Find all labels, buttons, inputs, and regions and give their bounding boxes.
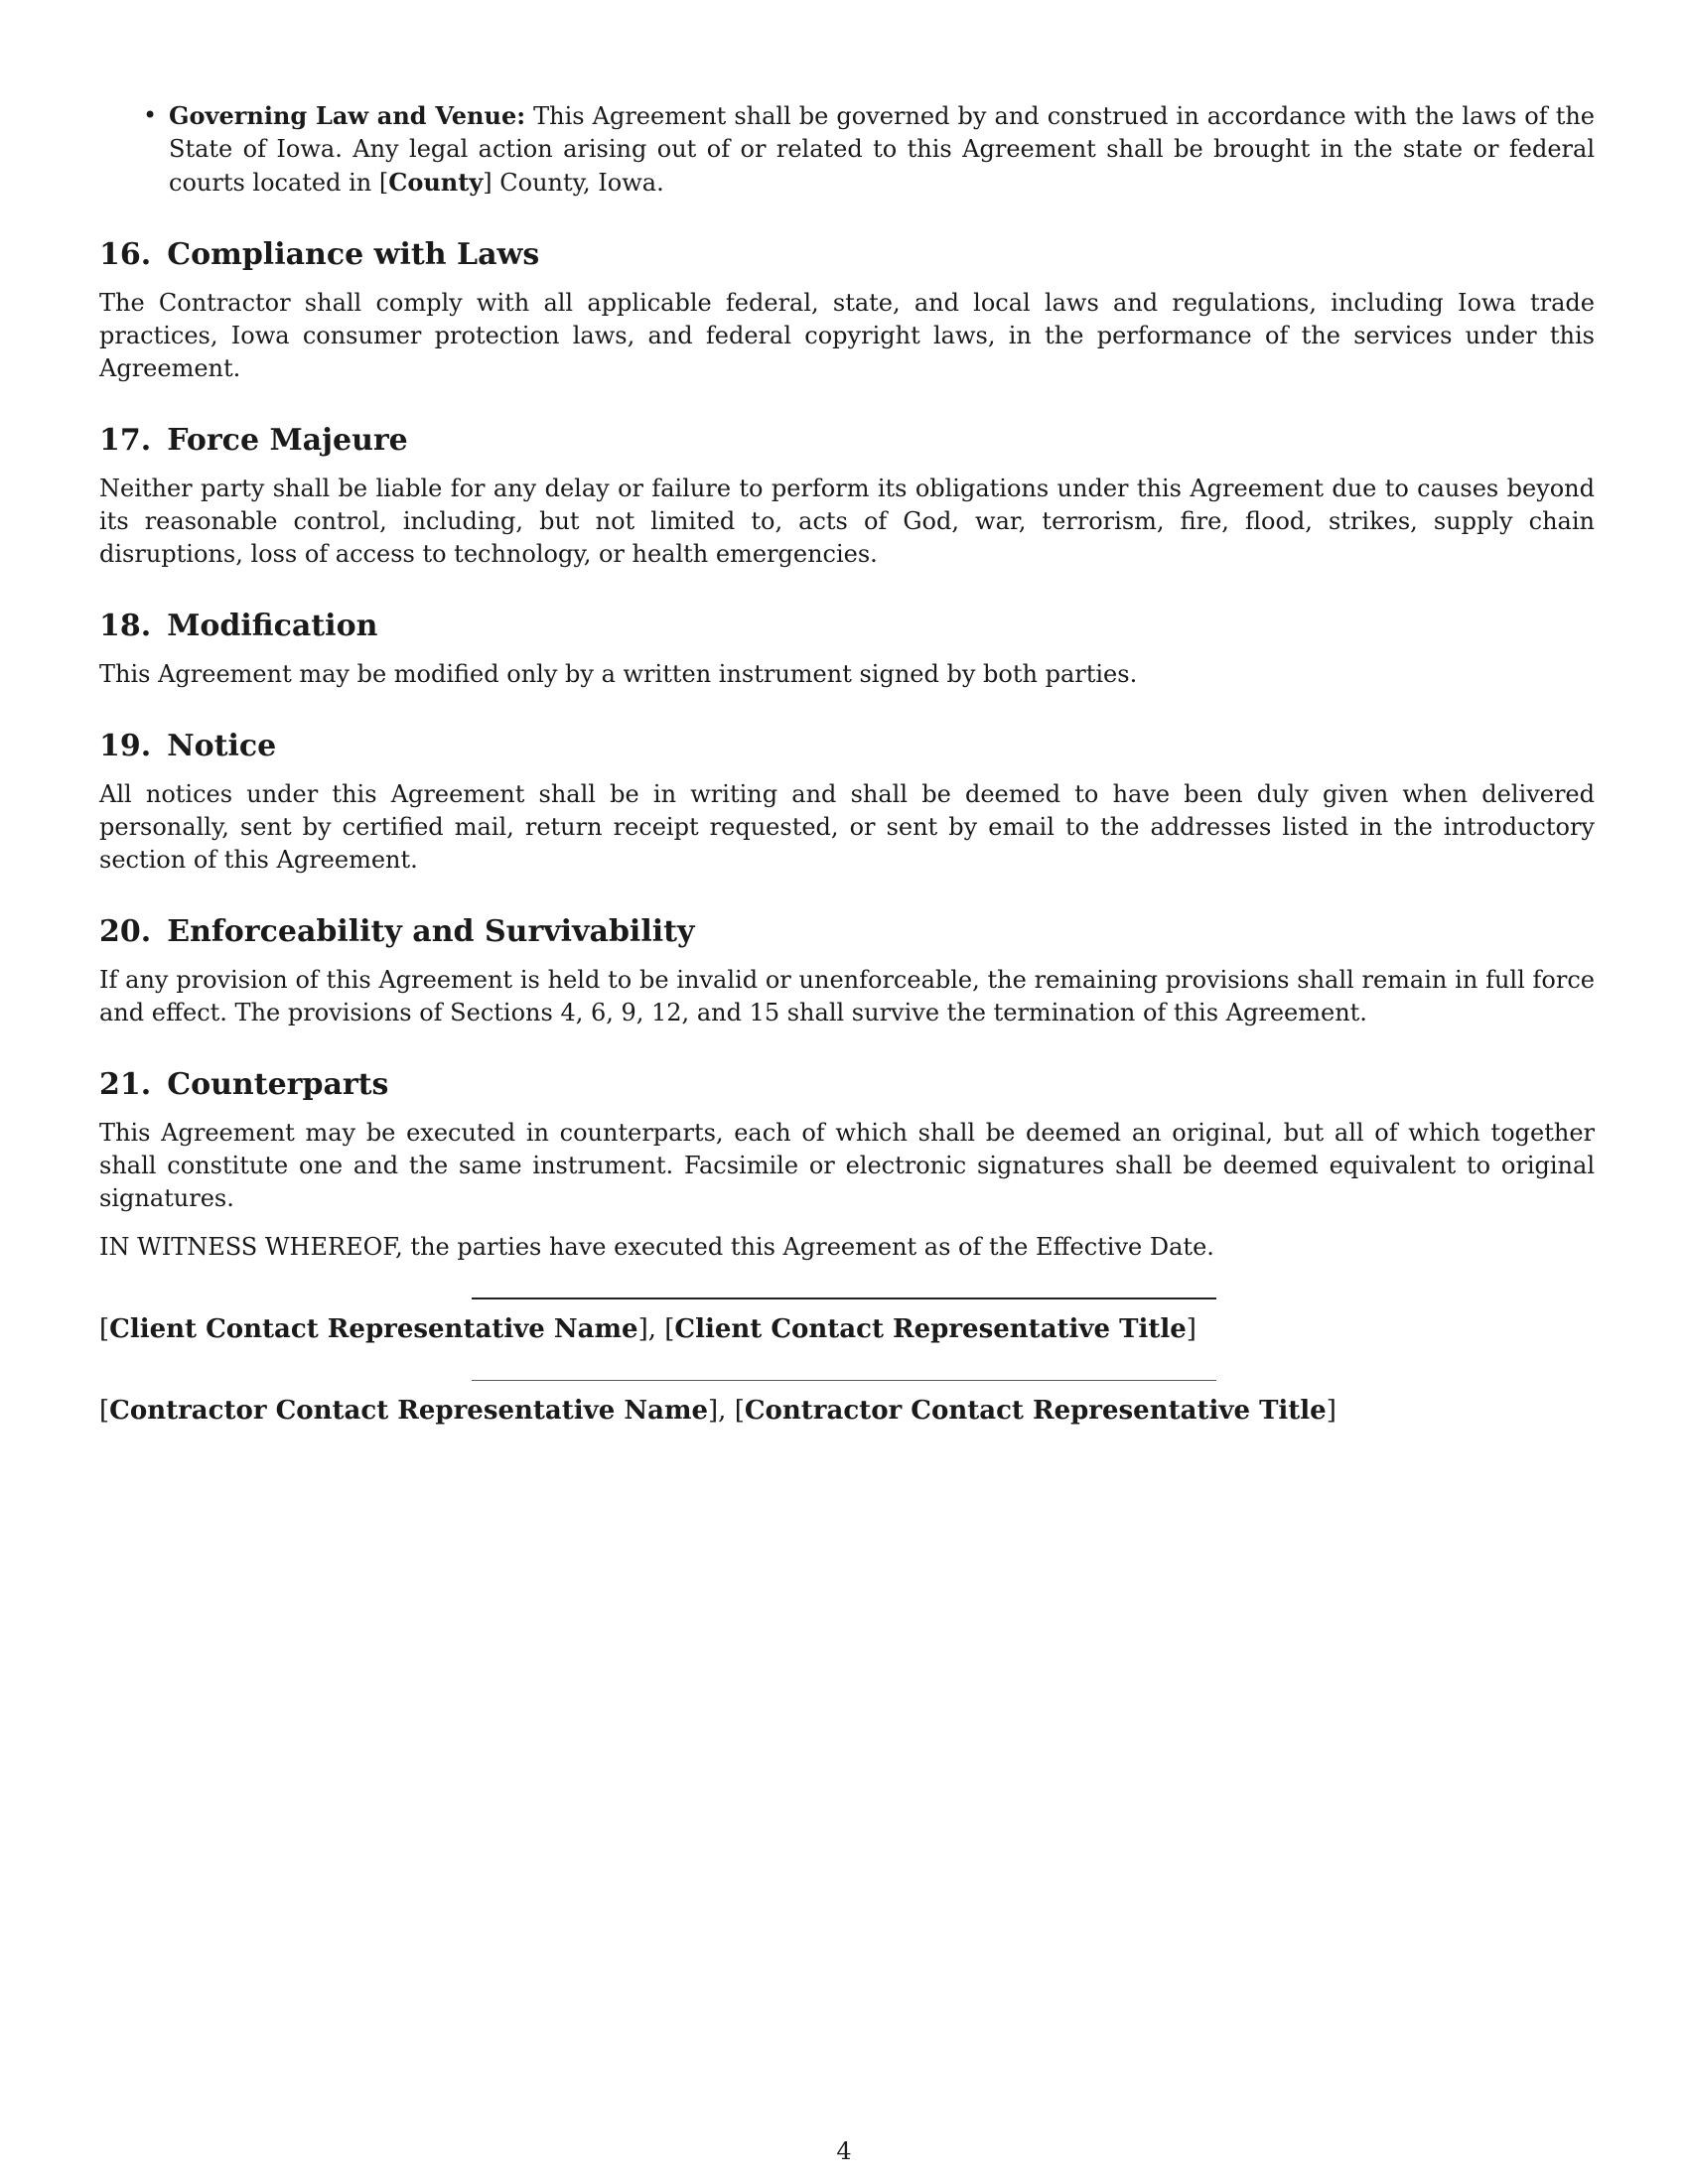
client-signature-name: [Client Contact Representative Name], [Client Contact Representative Title] <box>99 1314 1196 1344</box>
section-body-18: This Agreement may be modified only by a written instrument signed by both parties. <box>99 660 1138 688</box>
section-heading-19: 19. Notice <box>99 729 277 763</box>
section-body-21: This Agreement may be executed in counterparts, each of which shall be deemed an original, but all of which together shall constitute one and the same instrument. Facsimile or electronic signatures shall be deemed equivalent to original signatures. <box>99 1119 1595 1212</box>
section-heading-17: 17. Force Majeure <box>99 423 408 458</box>
contractor-signature-name: [Contractor Contact Representative Name], [Contractor Contact Representative Title] <box>99 1396 1336 1426</box>
bullet-icon: • <box>143 101 158 129</box>
witness-statement: IN WITNESS WHEREOF, the parties have executed this Agreement as of the Effective Date. <box>99 1233 1214 1261</box>
section-heading-18: 18. Modification <box>99 609 378 643</box>
document-page <box>99 99 1595 1428</box>
section-heading-16: 16. Compliance with Laws <box>99 237 540 272</box>
section-body-20: If any provision of this Agreement is held to be invalid or unenforceable, the remaining provisions shall remain in full force and effect. The provisions of Sections 4, 6, 9, 12, and 15 shall survive the termination of this Agreement. <box>99 966 1595 1026</box>
bullet-label: Governing Law and Venue: <box>169 101 526 130</box>
county-placeholder: County <box>388 168 484 197</box>
section-heading-21: 21. Counterparts <box>99 1067 389 1102</box>
client-signature-line <box>472 1297 1216 1299</box>
list-item-governing-law <box>99 99 1595 200</box>
section-body-19: All notices under this Agreement shall be in writing and shall be deemed to have been duly given when delivered personally, sent by certified mail, return receipt requested, or sent by email to the addresses listed in the introductory section of this Agreement. <box>99 780 1595 874</box>
section-body-16: The Contractor shall comply with all applicable federal, state, and local laws and regulations, including Iowa trade practices, Iowa consumer protection laws, and federal copyright laws, in the performance of the services under this Agreement. <box>99 289 1595 382</box>
contractor-signature-line <box>472 1380 1216 1381</box>
bullet-list <box>99 99 1595 200</box>
section-body-17: Neither party shall be liable for any delay or failure to perform its obligations under this Agreement due to causes beyond its reasonable control, including, but not limited to, acts of God, war, terrorism, fire, flood, strikes, supply chain disruptions, loss of access to technology, or health emergencies. <box>99 475 1595 568</box>
bullet-text-end: ] County, Iowa. <box>483 169 664 197</box>
page-number: 4 <box>836 2137 852 2165</box>
bullet-text: This Agreement shall be governed by and construed in accordance with the laws of the State of Iowa. Any legal action arising out of or related to this Agreement shall be brought in the state or federal courts located in [ <box>169 102 1595 197</box>
section-heading-20: 20. Enforceability and Survivability <box>99 914 695 949</box>
